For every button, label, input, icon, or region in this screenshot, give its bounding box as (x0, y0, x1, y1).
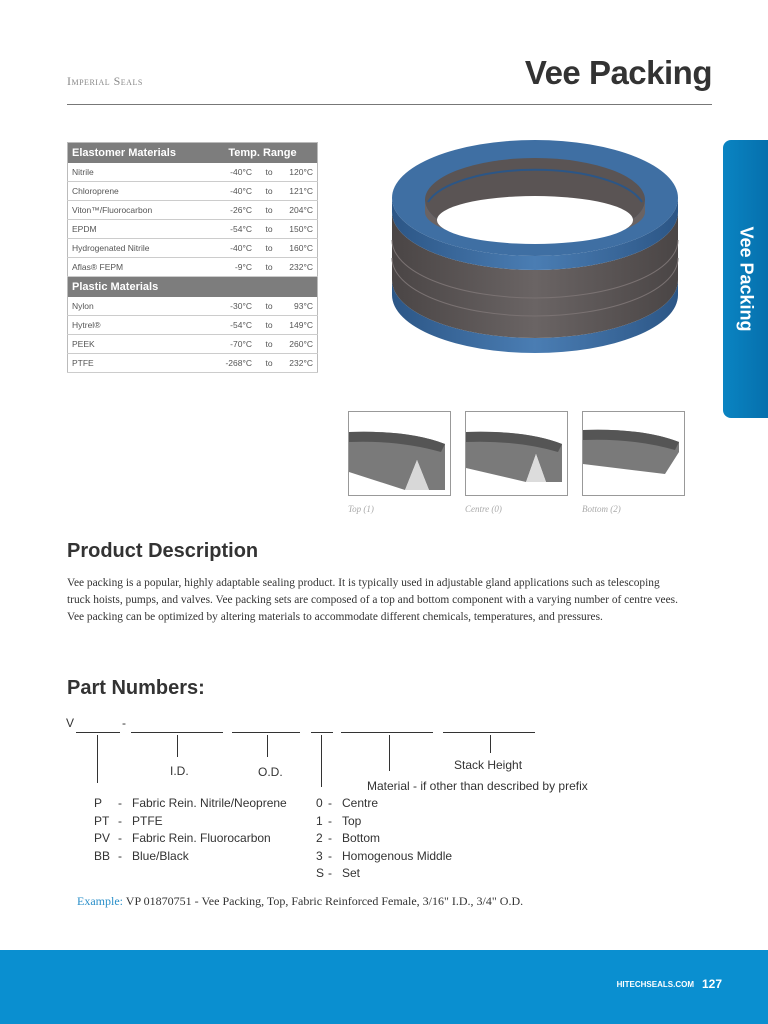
code-desc: PTFE (132, 813, 163, 828)
material-name: PTFE (68, 354, 209, 373)
material-row (68, 239, 318, 258)
code-sep: - (328, 866, 332, 881)
temp-max: 204°C (282, 201, 318, 220)
material-row (68, 335, 318, 354)
temp-max: 149°C (282, 316, 318, 335)
material-name: Hydrogenated Nitrile (68, 239, 209, 258)
blank-id (131, 732, 223, 733)
code-desc: Fabric Rein. Nitrile/Neoprene (132, 796, 287, 810)
leader-type (321, 735, 322, 787)
material-row (68, 220, 318, 239)
temp-max: 150°C (282, 220, 318, 239)
code-item (316, 814, 452, 832)
code-code: 2 (316, 831, 323, 846)
code-sep: - (328, 848, 332, 863)
part-dash: - (122, 716, 126, 730)
code-item (316, 866, 452, 884)
page-title: Vee Packing (524, 54, 712, 91)
product-description-heading: Product Description (67, 540, 259, 562)
part-numbers-heading: Part Numbers: (67, 677, 205, 699)
code-item (316, 831, 452, 849)
material-name: PEEK (68, 335, 209, 354)
code-item (94, 814, 287, 832)
label-material: Material - if other than described by prefix (367, 779, 588, 793)
blank-od (232, 732, 300, 733)
temp-min: -54°C (208, 316, 256, 335)
code-item (94, 796, 287, 814)
type-code-list (316, 796, 452, 884)
material-row (68, 354, 318, 373)
code-desc: Blue/Black (132, 848, 189, 863)
elastomer-header-row (68, 143, 318, 164)
code-sep: - (328, 813, 332, 828)
temp-to: to (256, 239, 282, 258)
temp-max: 260°C (282, 335, 318, 354)
temp-min: -40°C (208, 163, 256, 182)
code-sep: - (118, 831, 122, 846)
leader-od (267, 735, 268, 757)
code-desc: Set (342, 866, 361, 881)
code-item (94, 831, 287, 849)
temp-min: -268°C (208, 354, 256, 373)
section-label: Imperial Seals (67, 74, 143, 88)
vee-packing-image (390, 140, 680, 355)
code-item (316, 849, 452, 867)
example-text: VP 01870751 - Vee Packing, Top, Fabric Reinforced Female, 3/16" I.D., 3/4" O.D. (125, 894, 524, 908)
code-code: S (316, 866, 325, 881)
temp-max: 93°C (282, 297, 318, 316)
code-desc: Bottom (342, 831, 381, 846)
code-sep: - (118, 848, 122, 863)
temp-range-header: Temp. Range (208, 143, 318, 164)
profile-centre-image (465, 411, 568, 496)
plastic-header: Plastic Materials (68, 277, 318, 298)
code-code: PV (94, 831, 111, 846)
leader-prefix (97, 735, 98, 783)
code-sep: - (118, 813, 122, 828)
temp-max: 120°C (282, 163, 318, 182)
code-code: 3 (316, 848, 323, 863)
side-tab (723, 140, 768, 418)
material-row (68, 316, 318, 335)
temp-to: to (256, 182, 282, 201)
material-name: Nylon (68, 297, 209, 316)
temp-to: to (256, 297, 282, 316)
temp-min: -9°C (208, 258, 256, 277)
material-name: Hytrel® (68, 316, 209, 335)
temp-max: 232°C (282, 258, 318, 277)
temp-to: to (256, 354, 282, 373)
leader-material (389, 735, 390, 771)
profile-top-caption: Top (1) (348, 504, 374, 514)
blank-type (311, 732, 333, 733)
code-desc: Top (342, 813, 362, 828)
code-desc: Centre (342, 796, 379, 810)
footer-bar (0, 950, 768, 1024)
material-name: Aflas® FEPM (68, 258, 209, 277)
temp-to: to (256, 163, 282, 182)
material-row (68, 297, 318, 316)
leader-id (177, 735, 178, 757)
header-divider (67, 104, 712, 105)
temp-to: to (256, 258, 282, 277)
profile-centre-caption: Centre (0) (465, 504, 502, 514)
temp-to: to (256, 201, 282, 220)
temp-min: -70°C (208, 335, 256, 354)
footer-page-number: 127 (701, 977, 722, 991)
profile-bottom-image (582, 411, 685, 496)
label-stack-height: Stack Height (454, 758, 523, 772)
code-code: P (94, 796, 103, 810)
material-row (68, 258, 318, 277)
temp-min: -54°C (208, 220, 256, 239)
temp-min: -26°C (208, 201, 256, 220)
temp-to: to (256, 335, 282, 354)
code-code: PT (94, 813, 110, 828)
plastic-header-row (68, 277, 318, 298)
temp-max: 121°C (282, 182, 318, 201)
blank-stack (443, 732, 535, 733)
leader-stack (490, 735, 491, 753)
temp-max: 160°C (282, 239, 318, 258)
prefix-code-list (94, 796, 287, 866)
footer-website: HITECHSEALS.COM (616, 980, 694, 989)
temp-max: 232°C (282, 354, 318, 373)
code-desc: Homogenous Middle (342, 848, 453, 863)
side-tab-label: Vee Packing (736, 226, 756, 332)
material-row (68, 182, 318, 201)
code-code: 0 (316, 796, 323, 810)
code-sep: - (328, 831, 332, 846)
code-sep: - (118, 796, 122, 810)
part-prefix-v: V (66, 716, 75, 730)
code-item (316, 796, 452, 814)
temp-min: -30°C (208, 297, 256, 316)
code-sep: - (328, 796, 332, 810)
material-name: Chloroprene (68, 182, 209, 201)
material-name: Viton™/Fluorocarbon (68, 201, 209, 220)
code-code: BB (94, 848, 111, 863)
example-line (77, 894, 523, 909)
materials-table (67, 142, 318, 373)
material-row (68, 201, 318, 220)
temp-to: to (256, 220, 282, 239)
code-desc: Fabric Rein. Fluorocarbon (132, 831, 271, 846)
example-label: Example: (77, 894, 123, 908)
profile-bottom-caption: Bottom (2) (582, 504, 621, 514)
elastomer-header: Elastomer Materials (68, 143, 209, 164)
code-code: 1 (316, 813, 323, 828)
blank-prefix (76, 732, 120, 733)
material-name: EPDM (68, 220, 209, 239)
code-item (94, 849, 287, 867)
label-od: O.D. (258, 765, 283, 779)
profile-top-image (348, 411, 451, 496)
material-name: Nitrile (68, 163, 209, 182)
temp-min: -40°C (208, 239, 256, 258)
material-row (68, 163, 318, 182)
label-id: I.D. (170, 764, 189, 778)
temp-min: -40°C (208, 182, 256, 201)
product-description-text: Vee packing is a popular, highly adaptable sealing product. It is typically used in adjustable gland applications such as telescoping truck hoists, pumps, and valves. Vee packing sets are composed of a top and bottom component with a varying number of centre vees. Vee packing can be optimized by altering materials to accommodate different chemicals, temperatures, and pressures. (67, 577, 678, 623)
blank-material (341, 732, 433, 733)
temp-to: to (256, 316, 282, 335)
